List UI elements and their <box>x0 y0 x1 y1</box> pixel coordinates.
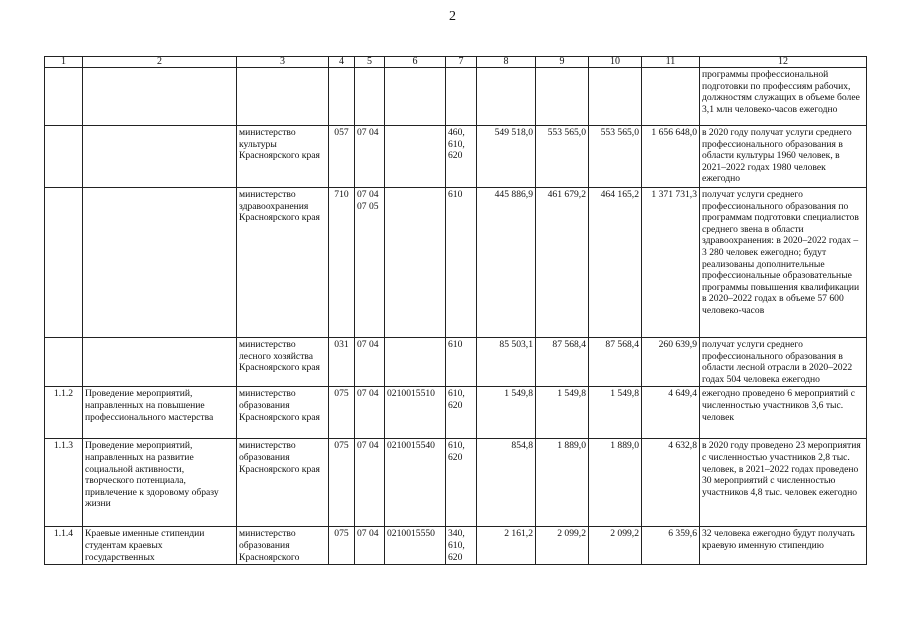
cell-col-5: 07 04 <box>355 338 385 387</box>
cell-col-11: 4 632,8 <box>642 439 700 527</box>
cell-col-1 <box>45 338 83 387</box>
cell-col-7: 460, 610, 620 <box>446 126 477 188</box>
cell-col-2: Проведение мероприятий, направленных на развитие социальной активности, творческого потенциала, привлечение к здоровому образу жизни <box>83 439 237 527</box>
cell-col-10: 553 565,0 <box>589 126 642 188</box>
cell-col-5: 07 04 <box>355 439 385 527</box>
table-row <box>45 126 867 188</box>
cell-col-3: министерство здравоохранения Красноярского края <box>237 188 329 338</box>
cell-col-7 <box>446 68 477 126</box>
table-row <box>45 387 867 439</box>
cell-col-10: 2 099,2 <box>589 527 642 565</box>
cell-col-1: 1.1.2 <box>45 387 83 439</box>
cell-col-8: 85 503,1 <box>477 338 536 387</box>
header-cell: 2 <box>83 57 237 68</box>
header-cell: 12 <box>700 57 867 68</box>
cell-col-1 <box>45 126 83 188</box>
cell-col-7: 610, 620 <box>446 387 477 439</box>
cell-col-3: министерство образования Красноярского <box>237 527 329 565</box>
cell-col-5: 07 04 <box>355 126 385 188</box>
header-cell: 5 <box>355 57 385 68</box>
cell-col-12: в 2020 году получат услуги среднего профессионального образования в области культуры 1960 человек, в 2021–2022 годах 1980 человек ежегодно <box>700 126 867 188</box>
header-row <box>45 57 867 68</box>
cell-col-12: в 2020 году проведено 23 мероприятия с численностью участников 2,8 тыс. человек, в 2021–2022 годах проведено 30 мероприятий с численностью участников 4,8 тыс. человек ежегодно <box>700 439 867 527</box>
cell-col-2 <box>83 188 237 338</box>
cell-col-8: 1 549,8 <box>477 387 536 439</box>
page-number: 2 <box>449 9 456 24</box>
cell-col-6: 0210015550 <box>385 527 446 565</box>
cell-col-12: ежегодно проведено 6 мероприятий с численностью участников 3,6 тыс. человек <box>700 387 867 439</box>
cell-col-8 <box>477 68 536 126</box>
cell-col-11: 260 639,9 <box>642 338 700 387</box>
table-row <box>45 338 867 387</box>
cell-col-9 <box>536 68 589 126</box>
cell-col-11 <box>642 68 700 126</box>
header-cell: 9 <box>536 57 589 68</box>
cell-col-2: Проведение мероприятий, направленных на повышение профессионального мастерства <box>83 387 237 439</box>
cell-col-6: 0210015540 <box>385 439 446 527</box>
cell-col-2 <box>83 338 237 387</box>
header-cell: 11 <box>642 57 700 68</box>
cell-col-7: 340, 610, 620 <box>446 527 477 565</box>
cell-col-10: 1 889,0 <box>589 439 642 527</box>
cell-col-12: программы профессиональной подготовки по профессиям рабочих, должностям служащих в объеме более 3,1 млн человеко-часов ежегодно <box>700 68 867 126</box>
cell-col-3: министерство образования Красноярского края <box>237 439 329 527</box>
table-row <box>45 68 867 126</box>
table-row <box>45 527 867 565</box>
cell-col-10: 87 568,4 <box>589 338 642 387</box>
cell-col-4: 031 <box>329 338 355 387</box>
cell-col-6 <box>385 126 446 188</box>
cell-col-12: получат услуги среднего профессионального образования в области лесной отрасли в 2020–2022 годах 504 человека ежегодно <box>700 338 867 387</box>
header-cell: 8 <box>477 57 536 68</box>
budget-table <box>44 56 867 565</box>
cell-col-9: 1 549,8 <box>536 387 589 439</box>
cell-col-10: 464 165,2 <box>589 188 642 338</box>
cell-col-6: 0210015510 <box>385 387 446 439</box>
cell-col-7: 610 <box>446 338 477 387</box>
cell-col-8: 445 886,9 <box>477 188 536 338</box>
cell-col-3 <box>237 68 329 126</box>
header-cell: 10 <box>589 57 642 68</box>
cell-col-11: 1 371 731,3 <box>642 188 700 338</box>
cell-col-11: 6 359,6 <box>642 527 700 565</box>
cell-col-5: 07 04 <box>355 387 385 439</box>
cell-col-9: 2 099,2 <box>536 527 589 565</box>
cell-col-8: 854,8 <box>477 439 536 527</box>
cell-col-1 <box>45 188 83 338</box>
cell-col-9: 553 565,0 <box>536 126 589 188</box>
cell-col-2: Краевые именные стипендии студентам краевых государственных <box>83 527 237 565</box>
cell-col-11: 1 656 648,0 <box>642 126 700 188</box>
header-cell: 6 <box>385 57 446 68</box>
cell-col-2 <box>83 68 237 126</box>
cell-col-2 <box>83 126 237 188</box>
cell-col-5: 07 04 <box>355 527 385 565</box>
header-cell: 4 <box>329 57 355 68</box>
cell-col-4: 057 <box>329 126 355 188</box>
cell-col-4: 710 <box>329 188 355 338</box>
cell-col-3: министерство культуры Красноярского края <box>237 126 329 188</box>
cell-col-3: министерство лесного хозяйства Красноярского края <box>237 338 329 387</box>
cell-col-5: 07 04 07 05 <box>355 188 385 338</box>
cell-col-10 <box>589 68 642 126</box>
cell-col-1: 1.1.4 <box>45 527 83 565</box>
cell-col-1: 1.1.3 <box>45 439 83 527</box>
cell-col-12: получат услуги среднего профессионального образования по программам подготовки специалистов среднего звена в области здравоохранения: в 2020–2022 годах – 3 280 человек ежегодно; будут реализованы дополнительные профессиональные образовательные программы повышения квалификации в 2020–2022 годах в объеме 57 600 человеко-часов <box>700 188 867 338</box>
cell-col-4: 075 <box>329 527 355 565</box>
cell-col-3: министерство образования Красноярского края <box>237 387 329 439</box>
cell-col-7: 610, 620 <box>446 439 477 527</box>
cell-col-4 <box>329 68 355 126</box>
cell-col-9: 461 679,2 <box>536 188 589 338</box>
cell-col-9: 1 889,0 <box>536 439 589 527</box>
cell-col-10: 1 549,8 <box>589 387 642 439</box>
table-row <box>45 188 867 338</box>
cell-col-7: 610 <box>446 188 477 338</box>
header-cell: 7 <box>446 57 477 68</box>
cell-col-11: 4 649,4 <box>642 387 700 439</box>
cell-col-9: 87 568,4 <box>536 338 589 387</box>
cell-col-4: 075 <box>329 387 355 439</box>
table-row <box>45 439 867 527</box>
cell-col-8: 549 518,0 <box>477 126 536 188</box>
header-cell: 1 <box>45 57 83 68</box>
cell-col-12: 32 человека ежегодно будут получать краевую именную стипендию <box>700 527 867 565</box>
cell-col-6 <box>385 188 446 338</box>
cell-col-6 <box>385 68 446 126</box>
cell-col-8: 2 161,2 <box>477 527 536 565</box>
cell-col-6 <box>385 338 446 387</box>
cell-col-1 <box>45 68 83 126</box>
cell-col-5 <box>355 68 385 126</box>
cell-col-4: 075 <box>329 439 355 527</box>
header-cell: 3 <box>237 57 329 68</box>
